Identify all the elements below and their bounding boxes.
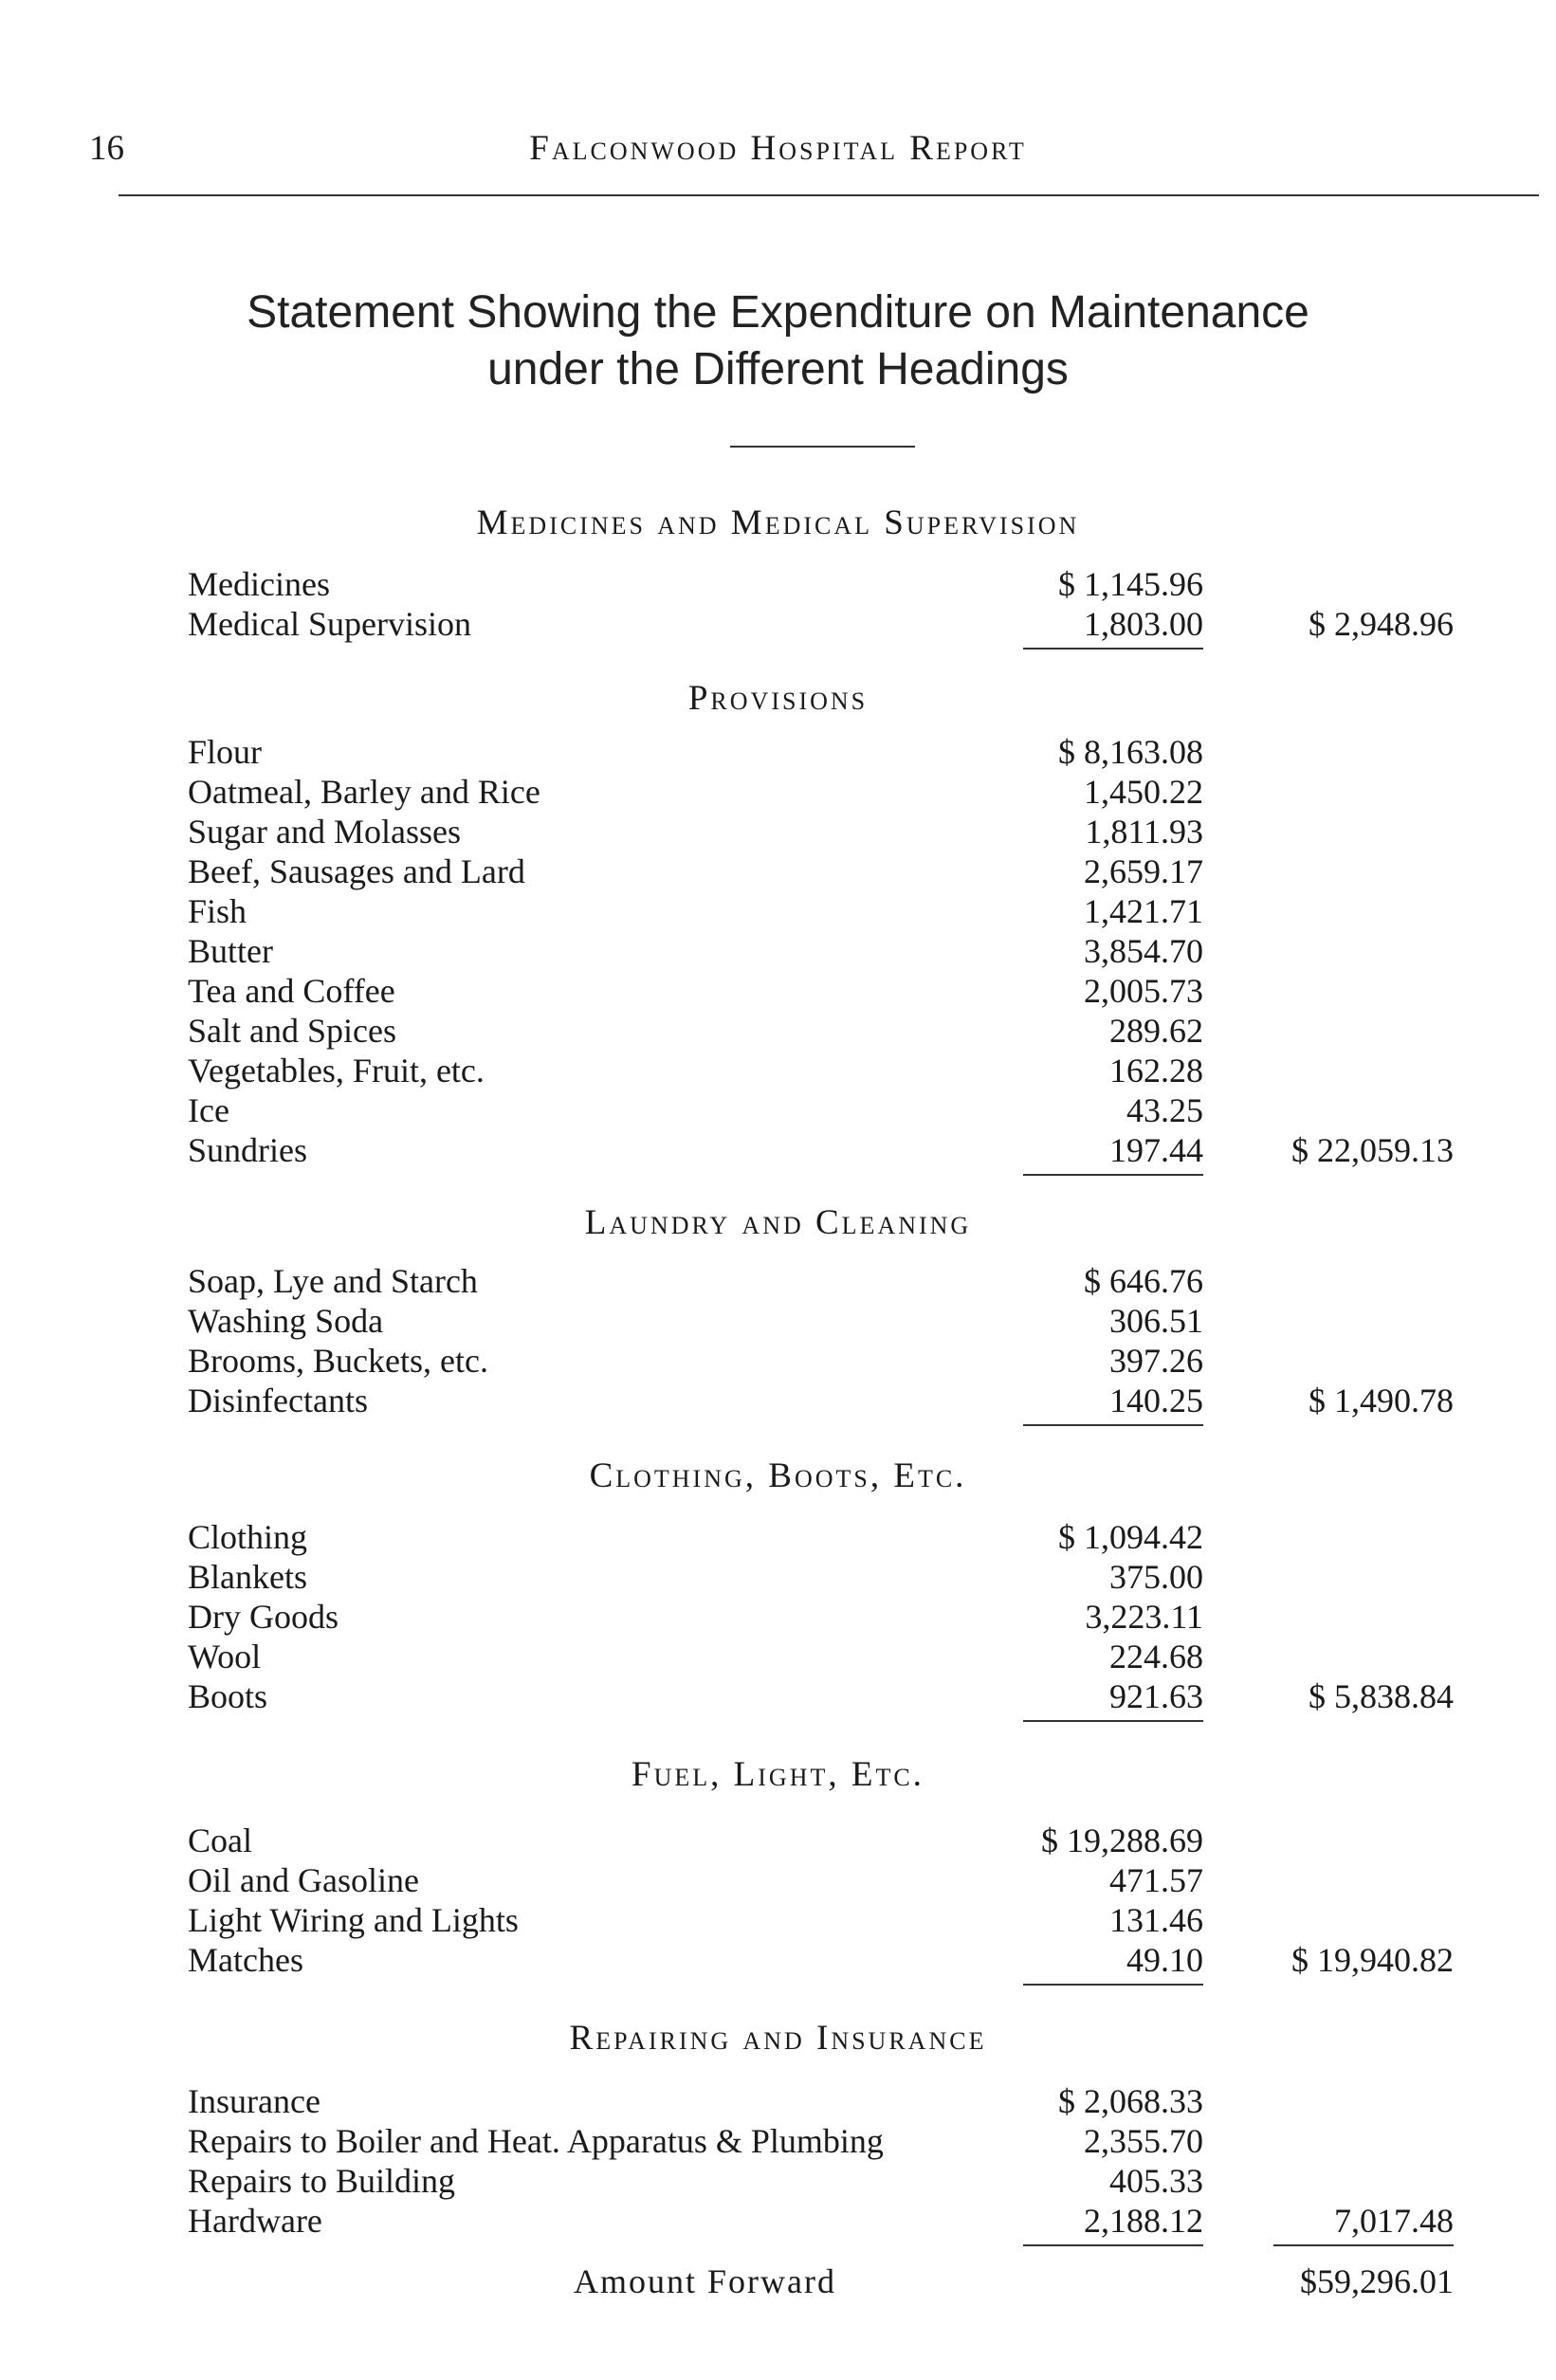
table-row — [0, 891, 1556, 931]
row-label: Oil and Gasoline — [188, 1861, 419, 1899]
row-label: Blankets — [188, 1558, 307, 1596]
row-amount: 2,355.70 — [1084, 2122, 1203, 2160]
row-amount: 471.57 — [1109, 1861, 1203, 1899]
row-amount: $ 646.76 — [1084, 1262, 1203, 1300]
section-total: $ 22,059.13 — [1291, 1131, 1454, 1169]
row-amount: 197.44 — [1109, 1131, 1203, 1169]
table-row — [0, 1557, 1556, 1597]
table-row — [0, 1301, 1556, 1341]
row-amount: 3,223.11 — [1085, 1598, 1203, 1636]
table-row — [0, 1860, 1556, 1900]
section-heading-provisions: Provisions — [687, 679, 869, 718]
title-line-2: under the Different Headings — [487, 344, 1069, 394]
row-label: Matches — [188, 1941, 303, 1979]
table-row — [0, 1130, 1556, 1170]
row-amount: 397.26 — [1109, 1342, 1203, 1380]
amount-forward-label: Amount Forward — [574, 2262, 836, 2300]
row-label: Light Wiring and Lights — [188, 1901, 519, 1939]
total-underline-rule — [1273, 2244, 1454, 2246]
row-label: Repairs to Building — [188, 2162, 455, 2200]
row-label: Wool — [188, 1638, 262, 1675]
table-row — [0, 1011, 1556, 1051]
row-label: Oatmeal, Barley and Rice — [188, 773, 540, 811]
table-row — [0, 1637, 1556, 1676]
section-heading-medicines: Medicines and Medical Supervision — [476, 503, 1080, 542]
table-row — [0, 1821, 1556, 1860]
section-heading-fuel: Fuel, Light, Etc. — [632, 1755, 924, 1794]
row-amount: 162.28 — [1109, 1052, 1203, 1089]
row-amount: 2,005.73 — [1084, 972, 1203, 1010]
table-row — [0, 812, 1556, 851]
row-label: Insurance — [188, 2082, 320, 2120]
row-label: Salt and Spices — [188, 1012, 396, 1050]
table-row — [0, 2121, 1556, 2161]
section-heading-repairing: Repairing and Insurance — [569, 2019, 987, 2058]
row-label: Sugar and Molasses — [188, 813, 461, 851]
table-row — [0, 2201, 1556, 2241]
table-row — [0, 1676, 1556, 1716]
table-row — [0, 931, 1556, 971]
table-row — [0, 732, 1556, 772]
row-amount: 289.62 — [1109, 1012, 1203, 1050]
table-row — [0, 1381, 1556, 1420]
section-total: 7,017.48 — [1334, 2202, 1454, 2240]
row-label: Ice — [188, 1091, 229, 1129]
row-label: Medicines — [188, 565, 330, 603]
section-total: $ 19,940.82 — [1291, 1941, 1454, 1979]
row-label: Sundries — [188, 1131, 307, 1169]
underline-rule — [1023, 648, 1203, 650]
row-amount: 140.25 — [1109, 1382, 1203, 1419]
row-amount: 49.10 — [1126, 1941, 1203, 1979]
row-amount: 375.00 — [1109, 1558, 1203, 1596]
row-amount: 1,803.00 — [1084, 605, 1203, 643]
row-label: Clothing — [188, 1518, 308, 1556]
table-row — [0, 1517, 1556, 1557]
row-label: Soap, Lye and Starch — [188, 1262, 478, 1300]
row-amount: $ 1,145.96 — [1058, 565, 1203, 603]
section-heading-clothing: Clothing, Boots, Etc. — [589, 1456, 967, 1495]
running-title: Falconwood Hospital Report — [529, 129, 1027, 168]
row-amount: $ 2,068.33 — [1058, 2082, 1203, 2120]
row-amount: 921.63 — [1109, 1677, 1203, 1715]
table-row — [0, 2161, 1556, 2201]
table-row — [0, 1900, 1556, 1940]
underline-rule — [1023, 1720, 1203, 1722]
table-row — [0, 772, 1556, 812]
row-amount: 131.46 — [1109, 1901, 1203, 1939]
row-amount: $ 8,163.08 — [1058, 733, 1203, 771]
title-rule — [730, 446, 915, 448]
row-label: Beef, Sausages and Lard — [188, 852, 525, 890]
row-amount: 224.68 — [1109, 1638, 1203, 1675]
section-total: $ 2,948.96 — [1309, 605, 1454, 643]
row-amount: 3,854.70 — [1084, 932, 1203, 970]
table-row — [0, 1341, 1556, 1381]
row-label: Brooms, Buckets, etc. — [188, 1342, 488, 1380]
table-row — [0, 851, 1556, 891]
table-row — [0, 1051, 1556, 1090]
row-label: Vegetables, Fruit, etc. — [188, 1052, 485, 1089]
row-label: Tea and Coffee — [188, 972, 395, 1010]
underline-rule — [1023, 1984, 1203, 1986]
row-label: Repairs to Boiler and Heat. Apparatus & Plumbing — [188, 2122, 884, 2160]
row-label: Dry Goods — [188, 1598, 339, 1636]
underline-rule — [1023, 1424, 1203, 1426]
table-row — [0, 604, 1556, 644]
row-label: Flour — [188, 733, 263, 771]
row-amount: 1,421.71 — [1084, 892, 1203, 930]
underline-rule — [1023, 2244, 1203, 2246]
amount-forward-total: $59,296.01 — [1300, 2262, 1454, 2300]
row-label: Fish — [188, 892, 247, 930]
section-total: $ 1,490.78 — [1309, 1382, 1454, 1419]
table-row — [0, 564, 1556, 604]
row-amount: 43.25 — [1126, 1091, 1203, 1129]
row-amount: 2,188.12 — [1084, 2202, 1203, 2240]
page-number: 16 — [89, 129, 124, 168]
row-label: Disinfectants — [188, 1382, 368, 1419]
statement-title — [0, 284, 1556, 398]
underline-rule — [1023, 1174, 1203, 1176]
row-amount: 405.33 — [1109, 2162, 1203, 2200]
table-row — [0, 2081, 1556, 2121]
table-row — [0, 971, 1556, 1011]
table-row — [0, 1940, 1556, 1980]
section-heading-laundry: Laundry and Cleaning — [584, 1203, 972, 1242]
table-row — [0, 1261, 1556, 1301]
row-label: Medical Supervision — [188, 605, 471, 643]
row-amount: 2,659.17 — [1084, 852, 1203, 890]
title-line-1: Statement Showing the Expenditure on Maintenance — [247, 287, 1309, 338]
row-label: Washing Soda — [188, 1302, 384, 1340]
row-amount: 1,811.93 — [1085, 813, 1203, 851]
row-label: Boots — [188, 1677, 268, 1715]
row-amount: 306.51 — [1109, 1302, 1203, 1340]
section-total: $ 5,838.84 — [1309, 1677, 1454, 1715]
table-row — [0, 1090, 1556, 1130]
row-label: Butter — [188, 932, 273, 970]
row-label: Coal — [188, 1822, 252, 1859]
row-label: Hardware — [188, 2202, 322, 2240]
header-rule — [119, 194, 1539, 196]
table-row — [0, 1597, 1556, 1637]
row-amount: $ 1,094.42 — [1058, 1518, 1203, 1556]
row-amount: 1,450.22 — [1084, 773, 1203, 811]
row-amount: $ 19,288.69 — [1041, 1822, 1203, 1859]
